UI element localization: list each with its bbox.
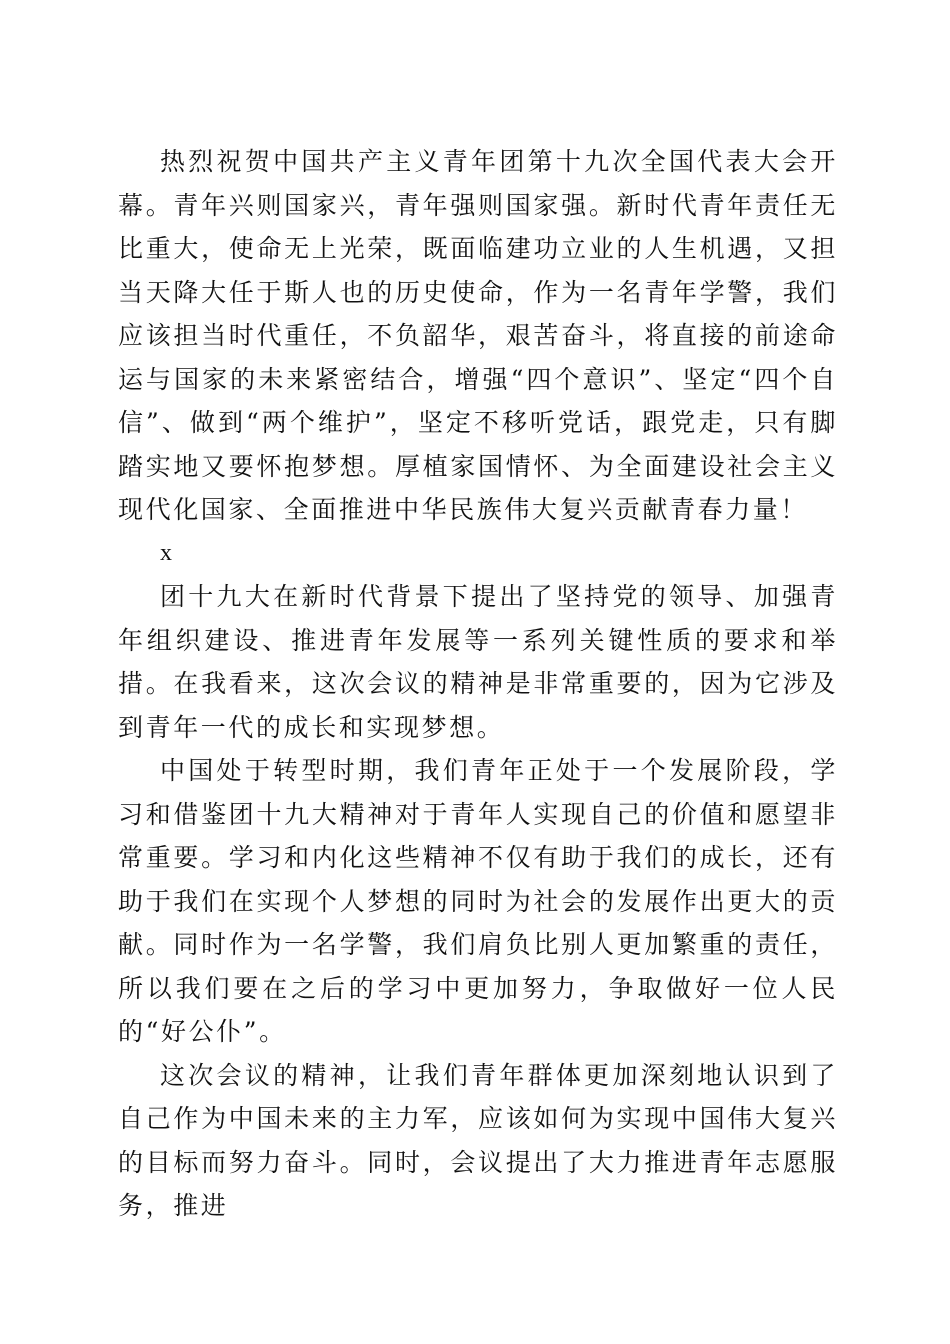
- paragraph-congratulations: 热烈祝贺中国共产主义青年团第十九次全国代表大会开幕。青年兴则国家兴，青年强则国家强。新时代青年责任无比重大，使命无上光荣，既面临建功立业的人生机遇，又担当天降大任于斯人也的历史使命，作为一名青年学警，我们应该担当时代重任，不负韶华，艰苦奋斗，将直接的前途命运与国家的未来紧密结合，增强“四个意识”、坚定“四个自信”、做到“两个维护”，坚定不移听党话，跟党走，只有脚踏实地又要怀抱梦想。厚植家国情怀、为全面建设社会主义现代化国家、全面推进中华民族伟大复兴贡献青春力量！: [118, 147, 838, 524]
- separator-marker: x: [160, 539, 175, 566]
- paragraph-league-congress: 团十九大在新时代背景下提出了坚持党的领导、加强青年组织建设、推进青年发展等一系列关键性质的要求和举措。在我看来，这次会议的精神是非常重要的，因为它涉及到青年一代的成长和实现梦想。: [118, 582, 838, 742]
- paragraph-transition-period: 中国处于转型时期，我们青年正处于一个发展阶段，学习和借鉴团十九大精神对于青年人实现自己的价值和愿望非常重要。学习和内化这些精神不仅有助于我们的成长，还有助于我们在实现个人梦想的同时为社会的发展作出更大的贡献。同时作为一名学警，我们肩负比别人更加繁重的责任，所以我们要在之后的学习中更加努力，争取做好一位人民的“好公仆”。: [118, 756, 838, 1046]
- paragraph-meeting-spirit: 这次会议的精神，让我们青年群体更加深刻地认识到了自己作为中国未来的主力军，应该如何为实现中国伟大复兴的目标而努力奋斗。同时，会议提出了大力推进青年志愿服务，推进: [118, 1060, 838, 1220]
- document-body: [118, 140, 838, 1228]
